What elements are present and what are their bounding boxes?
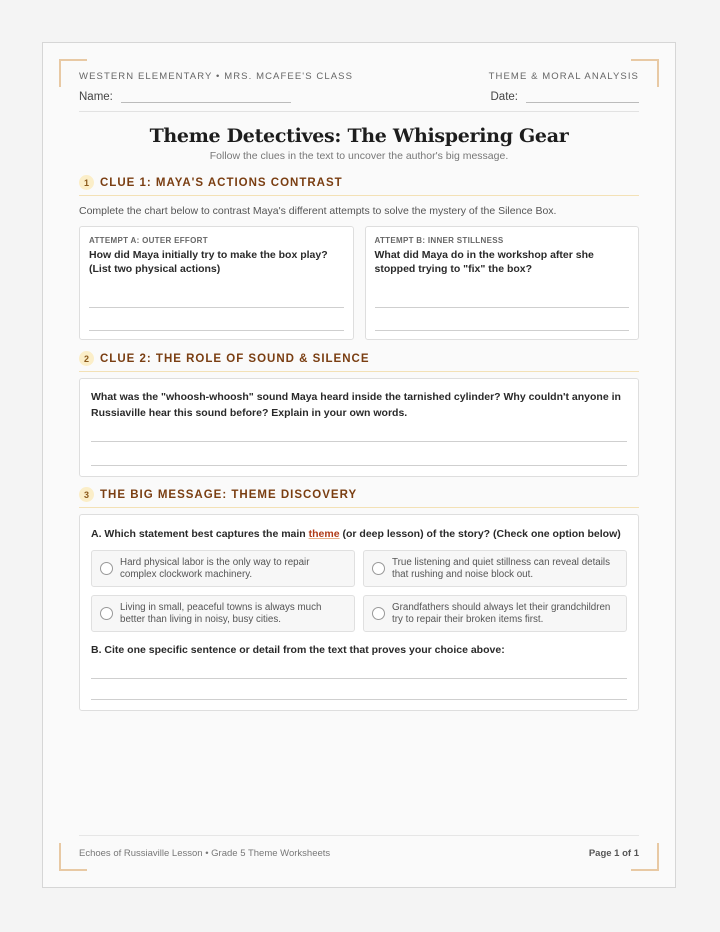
radio-circle-icon[interactable] [372, 607, 385, 620]
section-1-title: CLUE 1: MAYA'S ACTIONS CONTRAST [100, 176, 343, 189]
attempt-b-label: ATTEMPT B: INNER STILLNESS [374, 236, 504, 245]
header-topline [79, 71, 639, 82]
radio-circle-icon[interactable] [100, 607, 113, 620]
worksheet-title: Theme Detectives: The Whispering Gear [149, 125, 569, 147]
page-footer [79, 835, 639, 859]
attempt-b-card [365, 226, 640, 340]
option-text: True listening and quiet stillness can reveal details that rushing and noise block out. [392, 557, 611, 580]
contrast-chart [79, 226, 639, 340]
name-input-line[interactable] [121, 92, 291, 103]
worksheet-subtitle: Follow the clues in the text to uncover the author's big message. [209, 150, 509, 162]
section-1-number: 1 [79, 175, 94, 190]
section-2-header [79, 351, 639, 372]
radio-circle-icon[interactable] [100, 562, 113, 575]
section-2-number: 2 [79, 351, 94, 366]
theme-option-1[interactable] [91, 550, 355, 587]
section-2-answer-line-1[interactable] [91, 441, 627, 442]
subject-label: THEME & MORAL ANALYSIS [488, 71, 639, 82]
attempt-b-question: What did Maya do in the workshop after she stopped trying to "fix" the box? [374, 249, 594, 275]
attempt-a-label: ATTEMPT A: OUTER EFFORT [89, 236, 208, 245]
question-a [91, 526, 627, 542]
page-number: Page 1 of 1 [588, 848, 639, 859]
section-1-header [79, 175, 639, 196]
attempt-a-answer-line-1[interactable] [89, 307, 344, 308]
section-2-card [79, 378, 639, 477]
question-b-answer-line-2[interactable] [91, 699, 627, 700]
section-3-header [79, 487, 639, 508]
theme-option-4[interactable] [363, 595, 627, 632]
question-a-text-end: (or deep lesson) of the story? (Check one option below) [339, 528, 621, 540]
attempt-a-card [79, 226, 354, 340]
attempt-b-answer-line-1[interactable] [375, 307, 630, 308]
footer-lesson-label: Echoes of Russiaville Lesson • Grade 5 Theme Worksheets [79, 848, 331, 859]
question-b-answer-line-1[interactable] [91, 678, 627, 679]
theme-highlight: theme [308, 528, 340, 540]
section-3-card [79, 514, 639, 711]
worksheet-page [42, 42, 676, 888]
theme-option-2[interactable] [363, 550, 627, 587]
school-label: WESTERN ELEMENTARY • MRS. MCAFEE'S CLASS [79, 71, 354, 82]
section-1-intro: Complete the chart below to contrast Maya's different attempts to solve the mystery of the Silence Box. [79, 205, 557, 217]
section-2-answer-line-2[interactable] [91, 465, 627, 466]
worksheet-content [79, 71, 639, 711]
section-2-title: CLUE 2: THE ROLE OF SOUND & SILENCE [100, 352, 370, 365]
date-input-line[interactable] [526, 92, 639, 103]
attempt-a-question: How did Maya initially try to make the box play? (List two physical actions) [89, 249, 328, 275]
attempt-a-answer-line-2[interactable] [89, 330, 344, 331]
name-field [79, 91, 291, 103]
section-3-title: THE BIG MESSAGE: THEME DISCOVERY [100, 488, 358, 501]
name-date-row [79, 91, 639, 112]
section-2-question: What was the "whoosh-whoosh" sound Maya heard inside the tarnished cylinder? Why couldn't anyone in Russiaville hear this sound before? Explain in your own words. [91, 391, 621, 419]
option-text: Hard physical labor is the only way to repair complex clockwork machinery. [120, 557, 310, 580]
option-text: Living in small, peaceful towns is always much better than living in noisy, busy cities. [120, 602, 322, 625]
question-b: B. Cite one specific sentence or detail from the text that proves your choice above: [91, 644, 505, 656]
attempt-b-answer-line-2[interactable] [375, 330, 630, 331]
section-3-number: 3 [79, 487, 94, 502]
theme-options [91, 550, 627, 632]
radio-circle-icon[interactable] [372, 562, 385, 575]
question-a-text-start: A. Which statement best captures the main [91, 528, 309, 540]
name-label: Name: [79, 91, 113, 103]
option-text: Grandfathers should always let their grandchildren try to repair their broken items first. [392, 602, 611, 625]
date-label: Date: [490, 91, 518, 103]
theme-option-3[interactable] [91, 595, 355, 632]
date-field [491, 91, 640, 103]
